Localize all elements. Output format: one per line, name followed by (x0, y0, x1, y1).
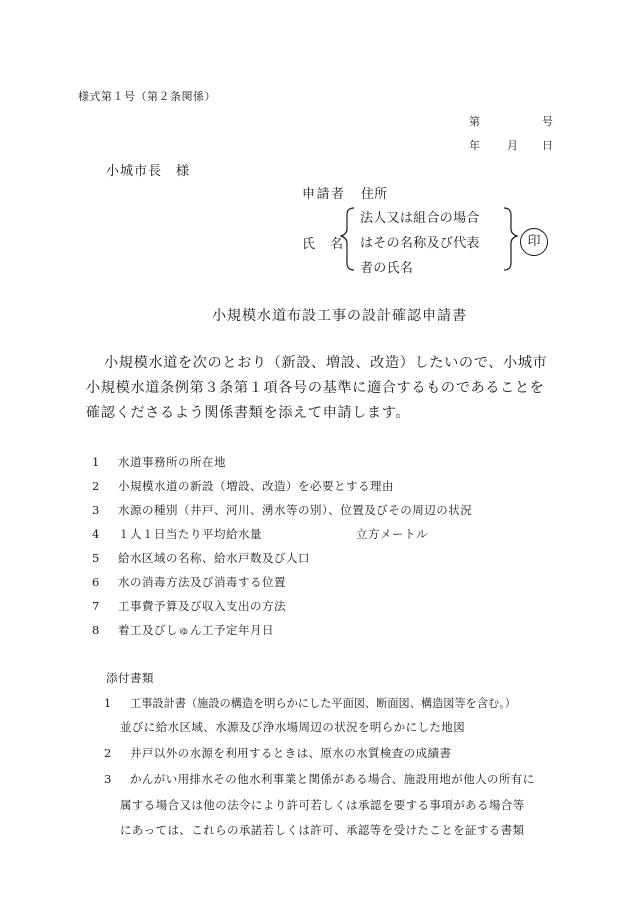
date-day: 日 (542, 139, 554, 152)
attachment-1-line-2: 並びに給水区域、水源及び浄水場周辺の状況を明らかにした地図 (120, 720, 466, 734)
attachment-2-line-1: 2 井戸以外の水源を利用するときは、原水の水質検査の成績書 (104, 746, 452, 760)
document-title: 小規模水道布設工事の設計確認申請書 (212, 308, 467, 324)
list-item: 1 水道事務所の所在地 (92, 455, 226, 469)
attachment-3-line-3: にあっては、これらの承諾若しくは許可、承認等を受けたことを証する書類 (120, 823, 525, 837)
list-item: 7 工事費予算及び収入支出の方法 (92, 599, 286, 613)
body-line-1: 小規模水道を次のとおり（新設、増設、改造）したいので、小城市 (104, 355, 548, 371)
attachment-3-line-2: 属する場合又は他の法令により許可若しくは承認を要する事項がある場合等 (120, 798, 525, 812)
attachment-3-line-1: 3 かんがい用排水その他水利事業と関係がある場合、施設用地が他人の所有に (104, 772, 535, 786)
list-item: 6 水の消毒方法及び消毒する位置 (92, 575, 286, 589)
name-note-line-1: 法人又は組合の場合 (360, 211, 480, 226)
list-item: 8 着工及びしゅん工予定年月日 (92, 623, 274, 637)
body-line-2: 小規模水道条例第３条第１項各号の基準に適合するものであることを (86, 380, 545, 396)
form-id: 様式第１号（第２条関係） (78, 90, 216, 103)
volume-unit: 立方メートル (356, 527, 428, 541)
date-year: 年 (469, 139, 481, 152)
attachment-1-line-1: 1 工事設計書（施設の構造を明らかにした平面図、断面図、構造図等を含む。） (104, 697, 516, 710)
number-label: 第 (469, 115, 481, 128)
name-note-line-3: 者の氏名 (360, 261, 414, 276)
list-item: 2 小規模水道の新設（増設、改造）を必要とする理由 (92, 479, 394, 493)
applicant-role: 申請者 (302, 187, 346, 202)
date-month: 月 (507, 139, 519, 152)
addressee: 小城市長 様 (106, 164, 191, 179)
number-suffix: 号 (542, 115, 554, 128)
list-item: 5 給水区域の名称、給水戸数及び人口 (92, 551, 310, 565)
attachments-heading: 添付書類 (106, 671, 154, 685)
list-item: 4 １人１日当たり平均給水量 (92, 527, 262, 541)
name-label: 氏 名 (302, 237, 345, 252)
list-item: 3 水源の種別（井戸、河川、湧水等の別）、位置及びその周辺の状況 (92, 503, 473, 517)
address-label: 住所 (361, 187, 388, 202)
seal-mark: 印 (520, 228, 548, 256)
body-line-3: 確認くださるよう関係書類を添えて申請します。 (86, 405, 411, 421)
name-note-line-2: はその名称及び代表 (360, 236, 480, 251)
